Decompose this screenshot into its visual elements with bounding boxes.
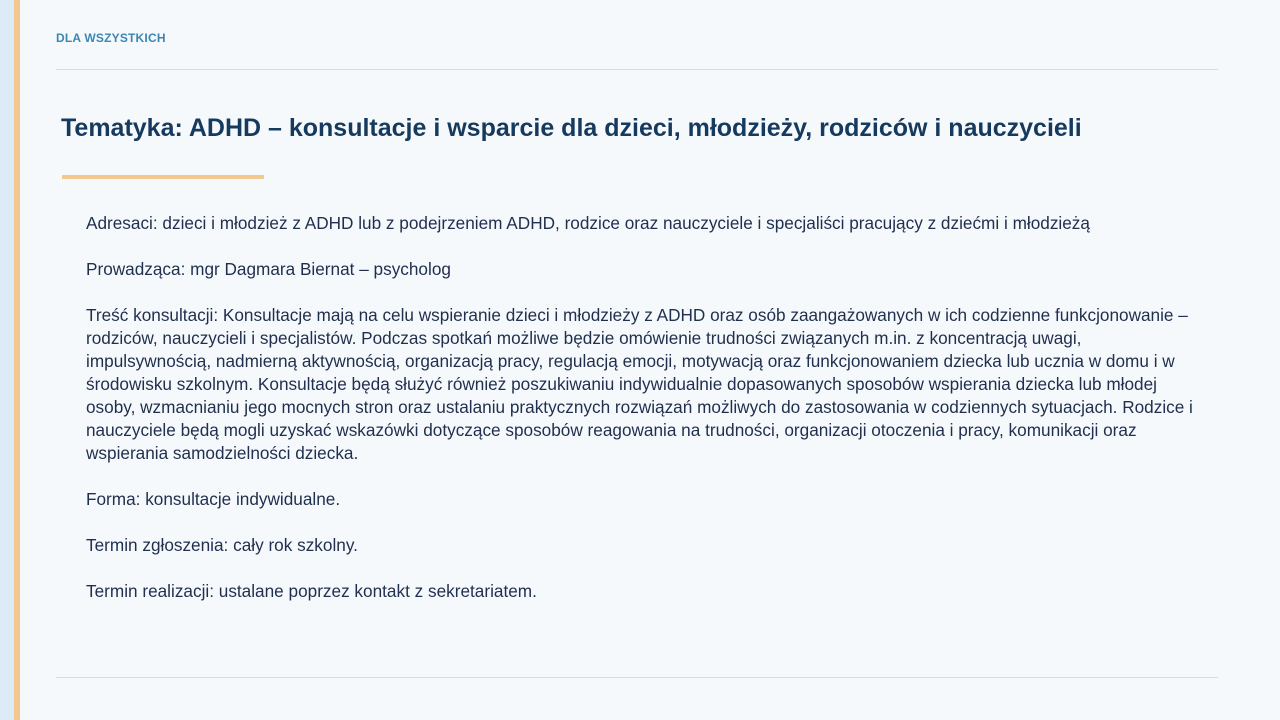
paragraph-termin-zgloszenia: Termin zgłoszenia: cały rok szkolny. [86,535,358,555]
content-body [86,212,1196,626]
paragraph-adresaci: Adresaci: dzieci i młodzież z ADHD lub z podejrzeniem ADHD, rodzice oraz nauczyciele i specjaliści pracujący z dziećmi i młodzieżą [86,213,1090,233]
paragraph-forma: Forma: konsultacje indywidualne. [86,489,341,509]
paragraph-prowadzaca: Prowadząca: mgr Dagmara Biernat – psycholog [86,259,451,279]
category-label: DLA WSZYSTKICH [56,31,166,45]
top-divider [56,69,1218,70]
bottom-divider [56,677,1218,678]
side-stripe-light [0,0,14,720]
side-stripe-accent [14,0,20,720]
paragraph-termin-realizacji: Termin realizacji: ustalane poprzez kontakt z sekretariatem. [86,581,537,601]
paragraph-tresc: Treść konsultacji: Konsultacje mają na celu wspieranie dzieci i młodzieży z ADHD oraz osób zaangażowanych w ich codzienne funkcjonowanie – rodziców, nauczycieli i specjalistów. Podczas spotkań możliwe będzie omówienie trudności związanych m.in. z koncentracją uwagi, impulsywnością, nadmierną aktywnością, organizacją pracy, regulacją emocji, motywacją oraz funkcjonowaniem dziecka lub ucznia w domu i w środowisku szkolnym. Konsultacje będą służyć również poszukiwaniu indywidualnie dopasowanych sposobów wspierania dziecka lub młodej osoby, wzmacnianiu jego mocnych stron oraz ustalaniu praktycznych rozwiązań możliwych do zastosowania w codziennych sytuacjach. Rodzice i nauczyciele będą mogli uzyskać wskazówki dotyczące sposobów reagowania na trudności, organizacji otoczenia i pracy, komunikacji oraz wspierania samodzielności dziecka. [86,305,1193,463]
page-title: Tematyka: ADHD – konsultacje i wsparcie dla dzieci, młodzieży, rodziców i nauczycieli [61,114,1082,142]
title-underline [62,175,264,179]
